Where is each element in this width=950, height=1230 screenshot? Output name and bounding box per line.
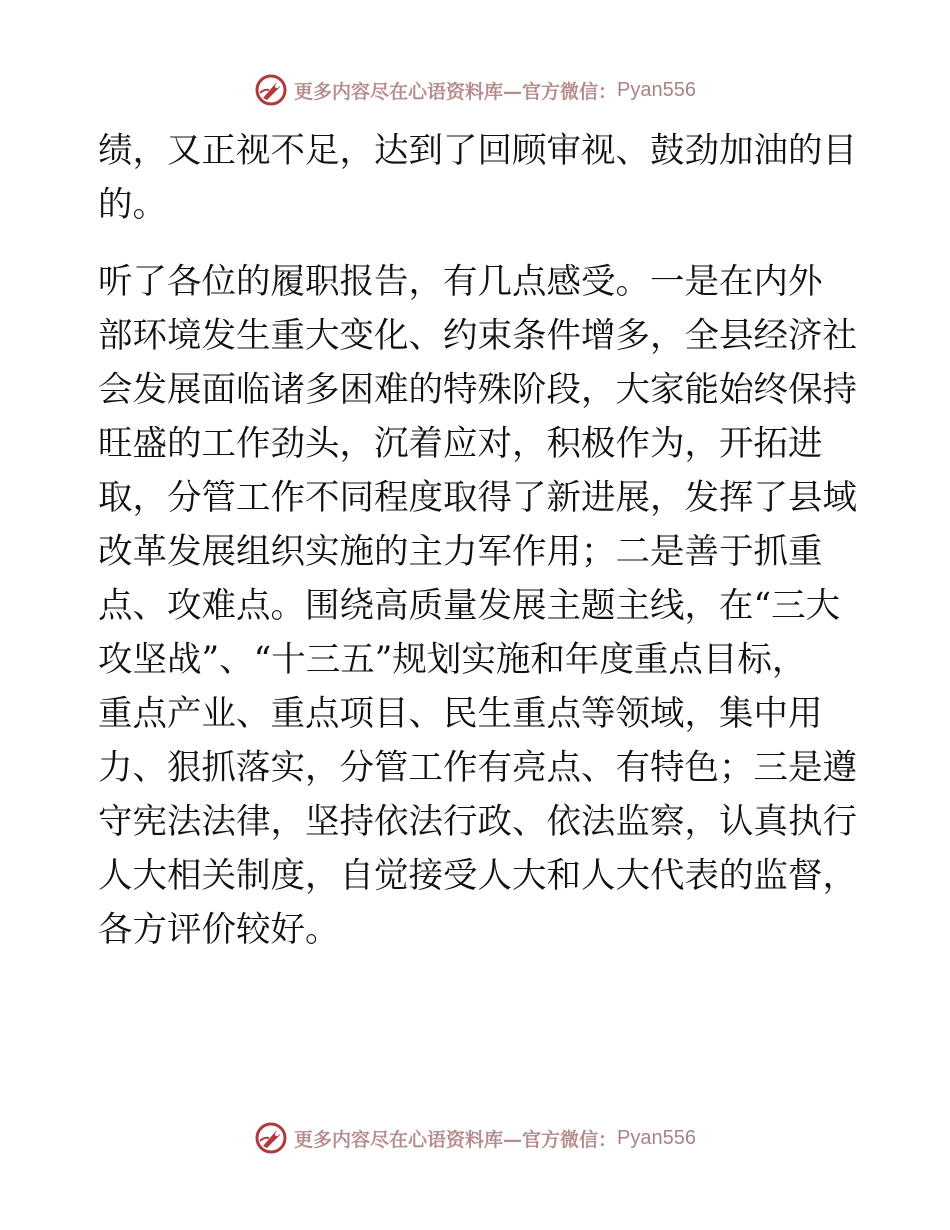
header-banner bbox=[0, 72, 950, 108]
footer-banner bbox=[0, 1120, 950, 1156]
document-body bbox=[98, 124, 857, 957]
text-line: 人大相关制度，自觉接受人大和人大代表的监督， bbox=[98, 856, 857, 896]
paragraph-1 bbox=[98, 124, 857, 232]
text-line: 取，分管工作不同程度取得了新进展，发挥了县域 bbox=[98, 478, 857, 518]
text-line: 旺盛的工作劲头，沉着应对，积极作为，开拓进 bbox=[98, 424, 823, 464]
text-line: 部环境发生重大变化、约束条件增多，全县经济社 bbox=[98, 316, 857, 356]
text-line: 听了各位的履职报告，有几点感受。一是在内外 bbox=[98, 262, 823, 302]
text-line: 攻坚战”、“十三五”规划实施和年度重点目标， bbox=[98, 640, 807, 680]
pen-nib-logo-icon bbox=[254, 73, 288, 107]
pen-nib-logo-icon bbox=[254, 1121, 288, 1155]
paragraph-2 bbox=[98, 255, 857, 957]
text-line: 守宪法法律，坚持依法行政、依法监察，认真执行 bbox=[98, 802, 857, 842]
header-banner-wechat-id: Pyan556 bbox=[617, 78, 696, 101]
text-line: 力、狠抓落实，分管工作有亮点、有特色；三是遵 bbox=[98, 748, 857, 788]
text-line: 的。 bbox=[98, 185, 167, 225]
text-line: 重点产业、重点项目、民生重点等领域，集中用 bbox=[98, 694, 823, 734]
text-line: 各方评价较好。 bbox=[98, 910, 340, 950]
text-line: 绩，又正视不足，达到了回顾审视、鼓劲加油的目 bbox=[98, 131, 857, 171]
footer-banner-wechat-id: Pyan556 bbox=[617, 1126, 696, 1149]
text-line: 点、攻难点。围绕高质量发展主题主线，在“三大 bbox=[98, 586, 841, 626]
text-line: 改革发展组织实施的主力军作用；二是善于抓重 bbox=[98, 532, 823, 572]
header-banner-text: 更多内容尽在心语资料库—官方微信： bbox=[294, 80, 618, 103]
footer-banner-text: 更多内容尽在心语资料库—官方微信： bbox=[294, 1128, 618, 1151]
text-line: 会发展面临诸多困难的特殊阶段，大家能始终保持 bbox=[98, 370, 857, 410]
